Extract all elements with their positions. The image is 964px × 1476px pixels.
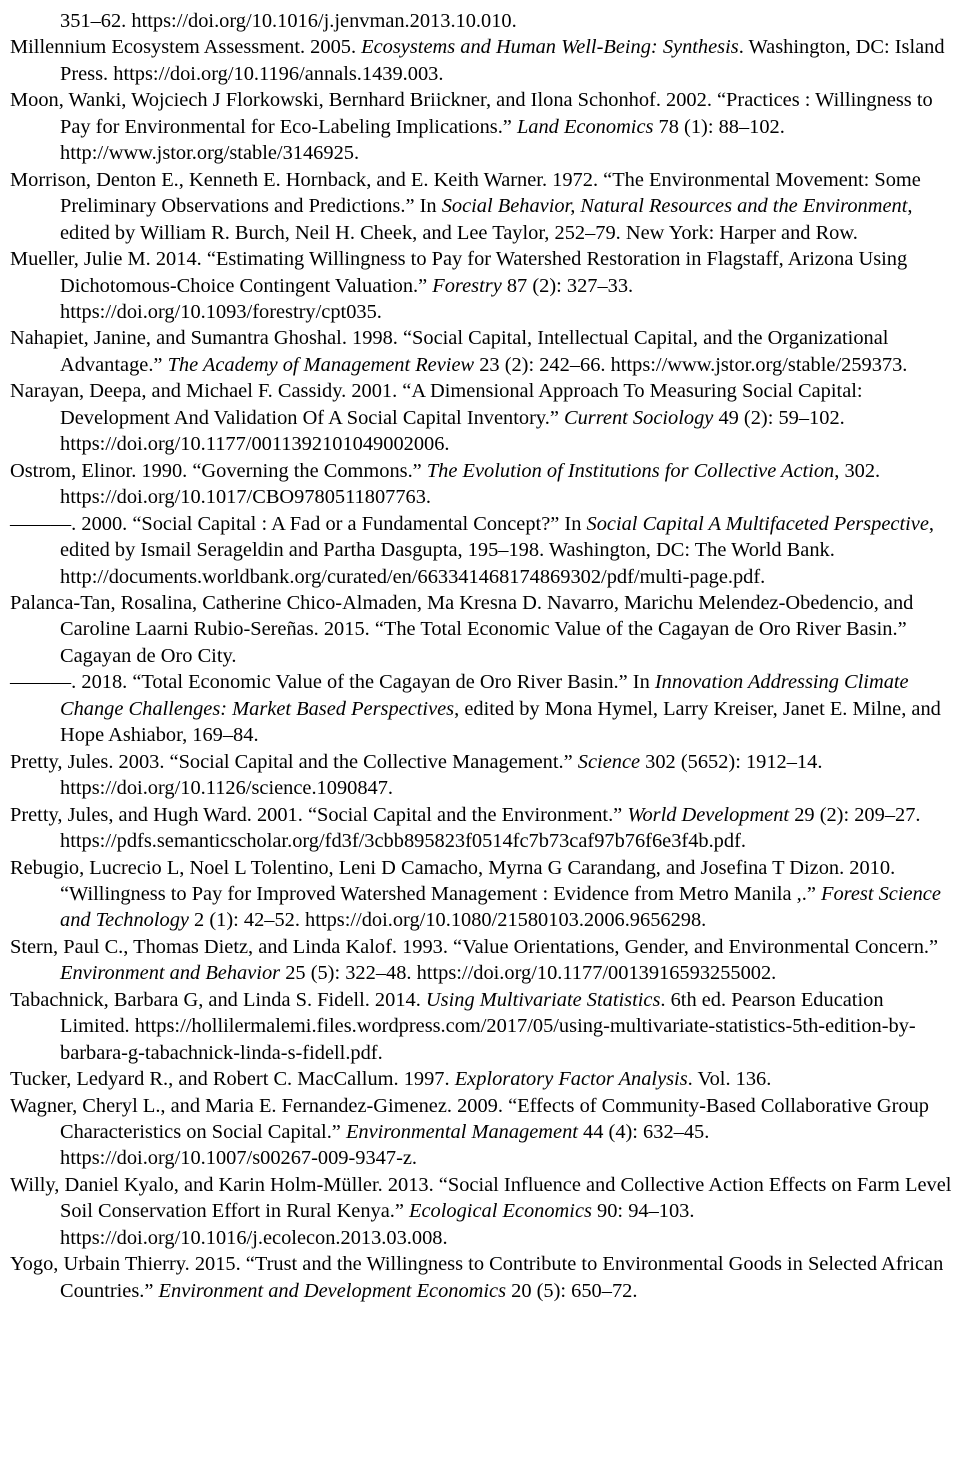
- reference-text: 23 (2): 242–66. https://www.jstor.org/stable/259373.: [474, 353, 908, 376]
- reference-title-italic: Using Multivariate Statistics: [425, 988, 661, 1011]
- reference-list: [10, 8, 954, 1304]
- reference-title-italic: Social Capital A Multifaceted Perspective: [586, 512, 929, 535]
- reference-entry: [10, 669, 954, 748]
- reference-text: 29 (2): 209–27. https://pdfs.semanticscholar.org/fd3f/3cbb895823f0514fc7b73caf97b76f6e3f4b.pdf.: [60, 803, 921, 853]
- reference-entry: [10, 378, 954, 457]
- reference-text: 44 (4): 632–45. https://doi.org/10.1007/s00267-009-9347-z.: [60, 1121, 710, 1170]
- reference-text: Tabachnick, Barbara G, and Linda S. Fidell. 2014.: [10, 988, 426, 1011]
- reference-entry: [10, 749, 954, 802]
- reference-text: Wagner, Cheryl L., and Maria E. Fernandez-Gimenez. 2009. “Effects of Community-Based Collaborative Group Characteristics on Social Capital.”: [10, 1094, 930, 1144]
- reference-text: 78 (1): 88–102. http://www.jstor.org/stable/3146925.: [60, 115, 785, 165]
- reference-text: 2 (1): 42–52. https://doi.org/10.1080/21580103.2006.9656298.: [188, 909, 707, 932]
- reference-text: Yogo, Urbain Thierry. 2015. “Trust and the Willingness to Contribute to Environmental Goods in Selected African Countries.”: [10, 1253, 944, 1302]
- reference-entry: [10, 1172, 954, 1251]
- reference-entry: [10, 855, 954, 934]
- reference-text: Rebugio, Lucrecio L, Noel L Tolentino, Leni D Camacho, Myrna G Carandang, and Josefina T Dizon. 2010. “Willingness to Pay for Improved Watershed Management : Evidence from Metro Manila ,.”: [10, 856, 896, 905]
- reference-title-italic: Current Sociology: [564, 406, 714, 429]
- reference-entry: [10, 458, 954, 511]
- reference-text: 87 (2): 327–33. https://doi.org/10.1093/forestry/cpt035.: [60, 274, 634, 323]
- reference-title-italic: Innovation Addressing Climate Change Challenges: Market Based Perspectives: [60, 671, 909, 720]
- reference-entry: [10, 34, 954, 87]
- reference-text: 25 (5): 322–48. https://doi.org/10.1177/0013916593255002.: [280, 962, 777, 985]
- reference-entry: [10, 246, 954, 325]
- reference-text: Pretty, Jules. 2003. “Social Capital and the Collective Management.”: [10, 750, 578, 773]
- reference-entry: [10, 934, 954, 987]
- reference-text: 49 (2): 59–102. https://doi.org/10.1177/0011392101049002006.: [60, 406, 845, 456]
- reference-title-italic: Environmental Management: [345, 1121, 578, 1144]
- reference-text: Stern, Paul C., Thomas Dietz, and Linda Kalof. 1993. “Value Orientations, Gender, and Environmental Concern.”: [10, 935, 939, 958]
- reference-entry: [10, 167, 954, 246]
- reference-text: , edited by Ismail Serageldin and Partha Dasgupta, 195–198. Washington, DC: The World Bank. http://documents.worldbank.org/curated/en/663341468174869302/pdf/multi-page.pdf.: [60, 512, 935, 588]
- reference-text: Tucker, Ledyard R., and Robert C. MacCallum. 1997.: [10, 1068, 455, 1091]
- reference-title-italic: Exploratory Factor Analysis: [454, 1068, 688, 1091]
- reference-text: 351–62. https://doi.org/10.1016/j.jenvman.2013.10.010.: [60, 10, 517, 32]
- reference-entry: [10, 325, 954, 378]
- reference-entry: [10, 802, 954, 855]
- reference-title-italic: Forest Science and Technology: [60, 882, 941, 932]
- reference-text: 90: 94–103. https://doi.org/10.1016/j.ecolecon.2013.03.008.: [60, 1200, 695, 1249]
- reference-entry: [10, 1093, 954, 1172]
- reference-text: . Vol. 136.: [687, 1068, 772, 1091]
- reference-text: 20 (5): 650–72.: [506, 1279, 638, 1302]
- reference-text: . Washington, DC: Island Press. https://doi.org/10.1196/annals.1439.003.: [60, 36, 945, 85]
- reference-text: , edited by Mona Hymel, Larry Kreiser, Janet E. Milne, and Hope Ashiabor, 169–84.: [60, 697, 941, 747]
- reference-title-italic: Forestry: [432, 274, 502, 297]
- reference-text: Mueller, Julie M. 2014. “Estimating Willingness to Pay for Watershed Restoration in Flagstaff, Arizona Using Dichotomous-Choice Contingent Valuation.”: [10, 248, 908, 297]
- reference-title-italic: Environment and Development Economics: [158, 1279, 507, 1302]
- reference-text: Pretty, Jules, and Hugh Ward. 2001. “Social Capital and the Environment.”: [10, 803, 628, 826]
- reference-title-italic: Ecological Economics: [409, 1200, 592, 1223]
- reference-text: Moon, Wanki, Wojciech J Florkowski, Bernhard Briickner, and Ilona Schonhof. 2002. “Practices : Willingness to Pay for Environmental for Eco-Labeling Implications.”: [10, 89, 933, 138]
- reference-text: Palanca-Tan, Rosalina, Catherine Chico-Almaden, Ma Kresna D. Navarro, Marichu Melendez-Obedencio, and Caroline Laarni Rubio-Sereñas. 2015. “The Total Economic Value of the Cagayan de Oro River Basin.” Cagayan de Oro City.: [10, 591, 914, 667]
- reference-text: Millennium Ecosystem Assessment. 2005.: [10, 36, 362, 59]
- reference-text: Morrison, Denton E., Kenneth E. Hornback, and E. Keith Warner. 1972. “The Environmental Movement: Some Preliminary Observations and Predictions.” In: [10, 168, 921, 218]
- reference-entry: [10, 1066, 954, 1092]
- reference-title-italic: The Academy of Management Review: [167, 353, 475, 376]
- reference-entry: [10, 590, 954, 669]
- reference-entry: [10, 1251, 954, 1304]
- reference-text: , edited by William R. Burch, Neil H. Cheek, and Lee Taylor, 252–79. New York: Harper and Row.: [60, 195, 913, 244]
- reference-title-italic: Environment and Behavior: [60, 962, 281, 985]
- reference-title-italic: Land Economics: [516, 115, 654, 138]
- reference-text: . 6th ed. Pearson Education Limited. https://hollilermalemi.files.wordpress.com/2017/05/using-multivariate-statistics-5th-edition-by-barbara-g-tabachnick-linda-s-fidell.pdf.: [60, 988, 916, 1064]
- reference-text: , 302. https://doi.org/10.1017/CBO9780511807763.: [60, 459, 881, 509]
- reference-entry: [10, 987, 954, 1066]
- reference-text: 302 (5652): 1912–14. https://doi.org/10.1126/science.1090847.: [60, 750, 823, 800]
- reference-text: Ostrom, Elinor. 1990. “Governing the Commons.”: [10, 459, 427, 482]
- reference-title-italic: Social Behavior, Natural Resources and the Environment: [441, 195, 908, 218]
- reference-title-italic: The Evolution of Institutions for Collective Action: [426, 459, 835, 482]
- reference-text: Nahapiet, Janine, and Sumantra Ghoshal. 1998. “Social Capital, Intellectual Capital, and the Organizational Advantage.”: [10, 327, 889, 376]
- reference-text: ———. 2000. “Social Capital : A Fad or a Fundamental Concept?” In: [10, 512, 587, 535]
- reference-entry: [10, 87, 954, 166]
- reference-title-italic: World Development: [627, 803, 790, 826]
- reference-title-italic: Ecosystems and Human Well-Being: Synthesis: [361, 36, 739, 59]
- reference-text: Willy, Daniel Kyalo, and Karin Holm-Müller. 2013. “Social Influence and Collective Action Effects on Farm Level Soil Conservation Effort in Rural Kenya.”: [10, 1173, 952, 1223]
- reference-entry: [10, 511, 954, 590]
- reference-entry-continuation: [10, 8, 954, 34]
- reference-text: Narayan, Deepa, and Michael F. Cassidy. 2001. “A Dimensional Approach To Measuring Social Capital: Development And Validation Of A Social Capital Inventory.”: [10, 380, 863, 429]
- reference-title-italic: Science: [577, 750, 641, 773]
- reference-text: ———. 2018. “Total Economic Value of the Cagayan de Oro River Basin.” In: [10, 671, 655, 694]
